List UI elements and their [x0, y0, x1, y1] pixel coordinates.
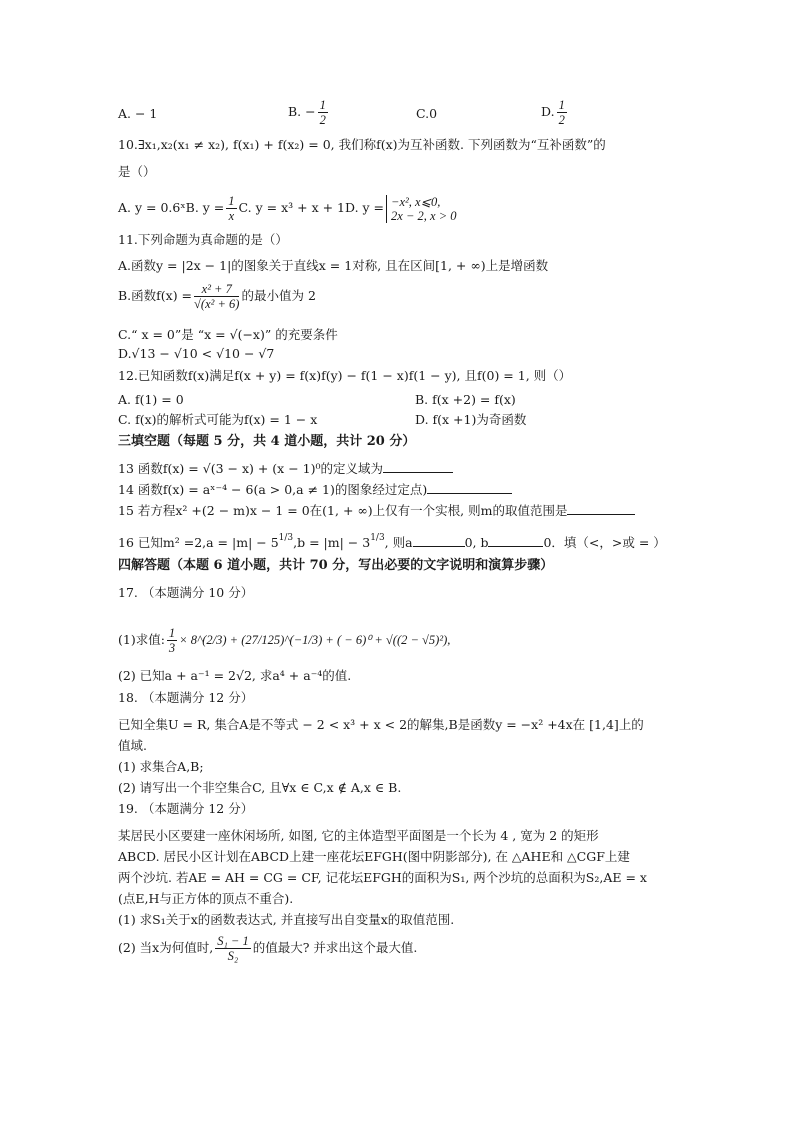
q19-item1: (1) 求S₁关于x的函数表达式, 并直接写出自变量x的取值范围. — [118, 912, 455, 927]
q10-options — [118, 194, 457, 223]
q18-line2: 值域. — [118, 738, 147, 753]
q19-item2: (2) 当x为何值时, $\frac{\text{S₁ − 1}}{\text{S₂}}$ 的值最大? 并求出这个最大值. — [118, 934, 418, 963]
q13: 13 函数f(x) = √(3 − x) + (x − 1)⁰的定义域为 — [118, 460, 453, 477]
q18-title: 18. （本题满分 12 分） — [118, 690, 254, 705]
q17-part2: (2) 已知a + a⁻¹ = 2√2, 求a⁴ + a⁻⁴的值. — [118, 668, 352, 683]
q11-option-a: A.函数y = |2x − 1|的图象关于直线x = 1对称, 且在区间[1, + ∞)上是增函数 — [118, 258, 549, 273]
q10-option-a: A. y = 0.6ˣ — [118, 200, 186, 215]
q15: 15 若方程x² +(2 − m)x − 1 = 0在(1, + ∞)上仅有一个实根, 则m的取值范围是 — [118, 502, 635, 519]
q19-line4: (点E,H与正方体的顶点不重合). — [118, 891, 294, 906]
q19-title: 19. （本题满分 12 分） — [118, 801, 254, 816]
q12-option-d: D. f(x +1)为奇函数 — [415, 412, 527, 427]
q10-option-d: D. y = −x², x⩽0, 2x − 2, x > 0 — [345, 194, 457, 223]
q11-option-d: D.√13 − √10 < √10 − √7 — [118, 346, 275, 361]
q19-line1: 某居民小区要建一座休闲场所, 如图, 它的主体造型平面图是一个长为 4 , 宽为 2 的矩形 — [118, 828, 599, 843]
q18-line1: 已知全集U = R, 集合A是不等式 − 2 < x³ + x < 2的解集,B是函数y = −x² +4x在 [1,4]上的 — [118, 717, 644, 732]
q10-option-c: C. y = x³ + x + 1 — [238, 200, 345, 215]
q18-item1: (1) 求集合A,B; — [118, 759, 204, 774]
q9-option-d: D. $\frac{1}{2}$ — [541, 98, 565, 127]
q10-stem-line1: 10.∃x₁,x₂(x₁ ≠ x₂), f(x₁) + f(x₂) = 0, 我们称f(x)为互补函数. 下列函数为“互补函数”的 — [118, 137, 606, 152]
q17-title: 17. （本题满分 10 分） — [118, 585, 254, 600]
q17-part1: (1)求值: $\frac{1}{3}$ × 8^(2/3) + (27/125)^(−1/3) + ( − 6)⁰ + √((2 − √5)²), — [118, 626, 451, 655]
q9-option-a: A. − 1 — [118, 106, 158, 121]
q12-option-b: B. f(x +2) = f(x) — [415, 392, 516, 407]
q10-option-b: B. y = $\frac{1}{x}$ — [185, 194, 235, 223]
q16: 16 已知$m^2 =2,a = |m| - 5^{1/3},b = |m| - 3^{1/3}$, 则a 0, b 0．填（<，>或 = ） — [118, 533, 666, 550]
q12-stem: 12.已知函数f(x)满足f(x + y) = f(x)f(y) − f(1 − x)f(1 − y), 且f(0) = 1, 则（） — [118, 368, 572, 383]
q18-item2: (2) 请写出一个非空集合C, 且∀x ∈ C,x ∉ A,x ∈ B. — [118, 780, 402, 795]
q10-stem-line2: 是（） — [118, 164, 156, 179]
section-3-heading: 三填空题（每题 5 分，共 4 道小题，共计 20 分） — [118, 434, 416, 449]
section-4-heading: 四解答题（本题 6 道小题，共计 70 分，写出必要的文字说明和演算步骤） — [118, 558, 554, 573]
q14: 14 函数f(x) = aˣ⁻⁴ − 6(a > 0,a ≠ 1)的图象经过定点) — [118, 481, 512, 498]
q19-line2: ABCD. 居民小区计划在ABCD上建一座花坛EFGH(图中阴影部分), 在 △AHE和 △CGF上建 — [118, 849, 630, 864]
q11-option-b: B.函数f(x) = $\frac{\text{x² + 7}}{\text{√(x² + 6)}}$ 的最小值为 2 — [118, 282, 316, 311]
q9-option-c: C.0 — [416, 106, 438, 121]
q12-option-a: A. f(1) = 0 — [118, 392, 184, 407]
q12-option-c: C. f(x)的解析式可能为f(x) = 1 − x — [118, 412, 318, 427]
q11-stem: 11.下列命题为真命题的是（） — [118, 232, 288, 247]
q11-option-c: C.“ x = 0”是 “x = √(−x)” 的充要条件 — [118, 327, 338, 342]
q19-line3: 两个沙坑. 若AE = AH = CG = CF, 记花坛EFGH的面积为S₁, 两个沙坑的总面积为S₂,AE = x — [118, 870, 647, 885]
q9-option-b: B. − $\frac{1}{2}$ — [288, 98, 326, 127]
